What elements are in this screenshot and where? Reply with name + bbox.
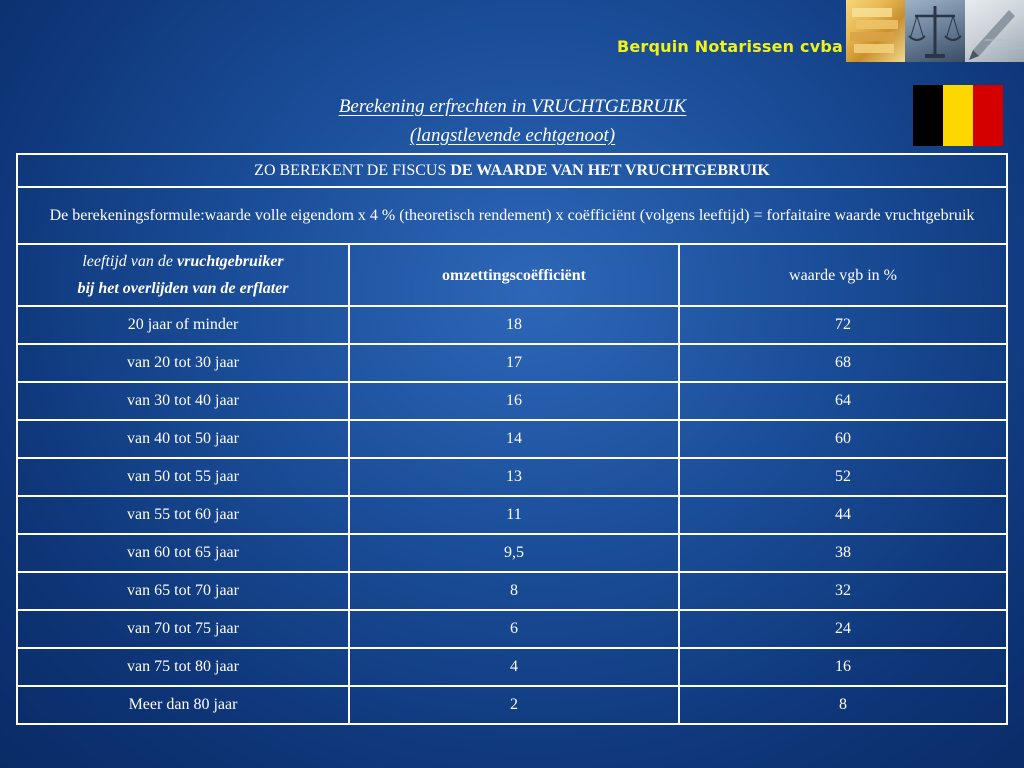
value-cell: 64: [679, 382, 1007, 420]
column-header-coefficient: omzettingscoëfficiënt: [349, 244, 679, 306]
age-cell: van 20 tot 30 jaar: [17, 344, 349, 382]
title-line-1: Berekening erfrechten in VRUCHTGEBRUIK: [338, 96, 687, 117]
table-heading-prefix: ZO BEREKENT DE FISCUS: [254, 161, 451, 179]
age-cell: 20 jaar of minder: [17, 306, 349, 344]
age-cell: van 55 tot 60 jaar: [17, 496, 349, 534]
column-header-age: [17, 244, 349, 306]
coefficient-cell: 17: [349, 344, 679, 382]
age-cell: van 50 tot 55 jaar: [17, 458, 349, 496]
coefficient-cell: 14: [349, 420, 679, 458]
age-cell: van 75 tot 80 jaar: [17, 648, 349, 686]
coefficient-cell: 6: [349, 610, 679, 648]
table-row: [17, 648, 1007, 686]
table-row: [17, 534, 1007, 572]
scales-of-justice-image: [905, 0, 964, 62]
table-row: [17, 572, 1007, 610]
belgian-flag: [913, 85, 1003, 146]
age-cell: van 70 tot 75 jaar: [17, 610, 349, 648]
value-cell: 44: [679, 496, 1007, 534]
formula-text: De berekeningsformule:waarde volle eigendom x 4 % (theoretisch rendement) x coëfficiënt (volgens leeftijd) = forfaitaire waarde vruchtgebruik: [17, 187, 1007, 244]
coefficient-cell: 11: [349, 496, 679, 534]
age-header-bold: vruchtgebruiker: [176, 253, 284, 270]
table-row: [17, 420, 1007, 458]
coefficient-cell: 4: [349, 648, 679, 686]
table-row: [17, 610, 1007, 648]
coefficient-cell: 13: [349, 458, 679, 496]
table-row: [17, 344, 1007, 382]
table-row: [17, 496, 1007, 534]
value-cell: 60: [679, 420, 1007, 458]
table-row: [17, 686, 1007, 724]
age-cell: van 40 tot 50 jaar: [17, 420, 349, 458]
value-cell: 38: [679, 534, 1007, 572]
age-cell: van 30 tot 40 jaar: [17, 382, 349, 420]
coefficient-cell: 18: [349, 306, 679, 344]
books-image: [846, 0, 905, 62]
table-heading: [17, 154, 1007, 187]
age-cell: van 60 tot 65 jaar: [17, 534, 349, 572]
header-image-strip: [846, 0, 1024, 62]
flag-stripe-red: [973, 85, 1003, 146]
coefficient-cell: 16: [349, 382, 679, 420]
age-header-line2: bij het overlijden van de erflater: [77, 280, 289, 297]
pen-writing-image: [965, 0, 1024, 62]
usufruct-table: [16, 153, 1008, 725]
table-heading-row: [17, 154, 1007, 187]
flag-stripe-black: [913, 85, 943, 146]
value-cell: 68: [679, 344, 1007, 382]
table-row: [17, 382, 1007, 420]
value-cell: 8: [679, 686, 1007, 724]
coefficient-cell: 2: [349, 686, 679, 724]
flag-stripe-yellow: [943, 85, 973, 146]
value-cell: 16: [679, 648, 1007, 686]
coefficient-cell: 8: [349, 572, 679, 610]
firm-name: Berquin Notarissen cvba: [616, 37, 843, 56]
value-cell: 52: [679, 458, 1007, 496]
age-header-italic: leeftijd van de: [82, 253, 177, 270]
value-cell: 72: [679, 306, 1007, 344]
table-heading-bold: DE WAARDE VAN HET VRUCHTGEBRUIK: [450, 161, 770, 179]
value-cell: 32: [679, 572, 1007, 610]
age-cell: Meer dan 80 jaar: [17, 686, 349, 724]
table-row: [17, 458, 1007, 496]
table-row: [17, 306, 1007, 344]
value-cell: 24: [679, 610, 1007, 648]
title-line-2: (langstlevende echtgenoot): [409, 125, 616, 146]
column-header-value: waarde vgb in %: [679, 244, 1007, 306]
column-header-row: [17, 244, 1007, 306]
slide-title: [160, 92, 865, 150]
age-cell: van 65 tot 70 jaar: [17, 572, 349, 610]
formula-row: [17, 187, 1007, 244]
coefficient-cell: 9,5: [349, 534, 679, 572]
